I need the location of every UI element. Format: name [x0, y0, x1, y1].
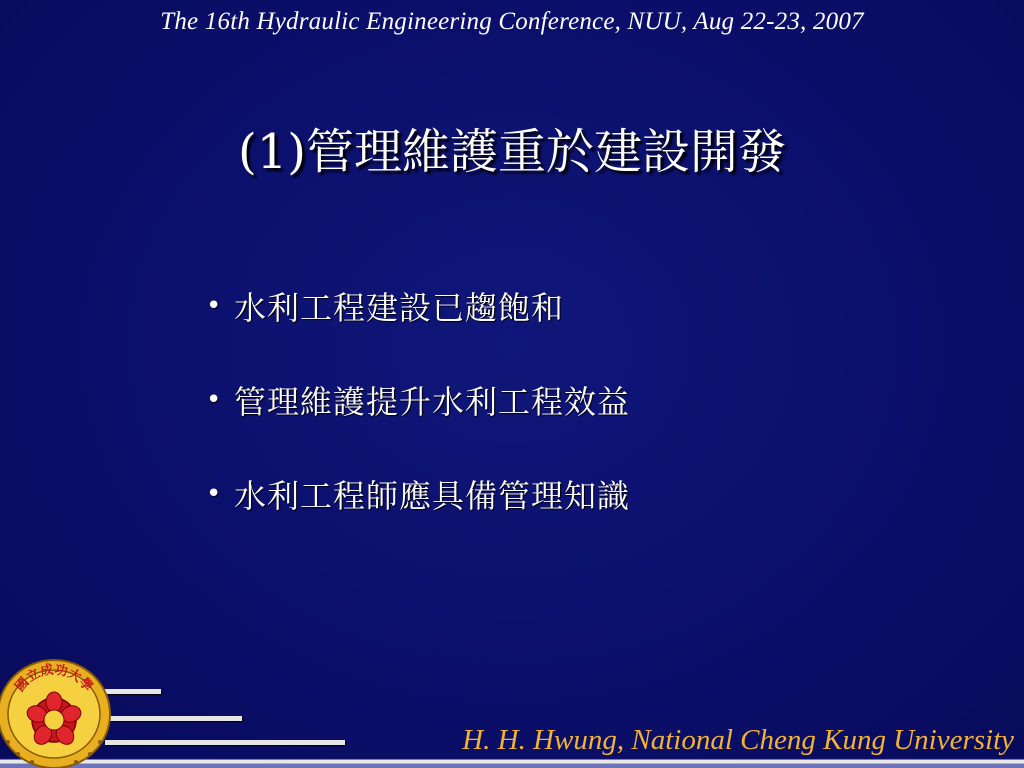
- seal-text: 國立成功大學: [12, 662, 96, 695]
- university-seal-icon: [0, 650, 114, 768]
- bullet-text: 水利工程建設已趨飽和: [234, 289, 565, 327]
- bullet-item: [206, 377, 630, 423]
- bullet-item: [206, 471, 630, 517]
- bullet-item: [206, 283, 630, 329]
- bullet-marker: •: [206, 291, 223, 321]
- footer-bar: [0, 757, 1024, 768]
- footer-line: [105, 716, 242, 721]
- bullet-marker: •: [206, 479, 223, 509]
- bullet-text: 水利工程師應具備管理知識: [234, 477, 631, 515]
- bullet-text: 管理維護提升水利工程效益: [234, 383, 631, 421]
- presenter-credit: H. H. Hwung, National Cheng Kung University: [462, 724, 1014, 756]
- bullet-marker: •: [206, 385, 223, 415]
- bullet-list: [206, 283, 630, 565]
- conference-header: The 16th Hydraulic Engineering Conference, NUU, Aug 22-23, 2007: [160, 8, 864, 35]
- footer-line: [105, 740, 345, 745]
- slide-title: (1)管理維護重於建設開發: [238, 124, 786, 180]
